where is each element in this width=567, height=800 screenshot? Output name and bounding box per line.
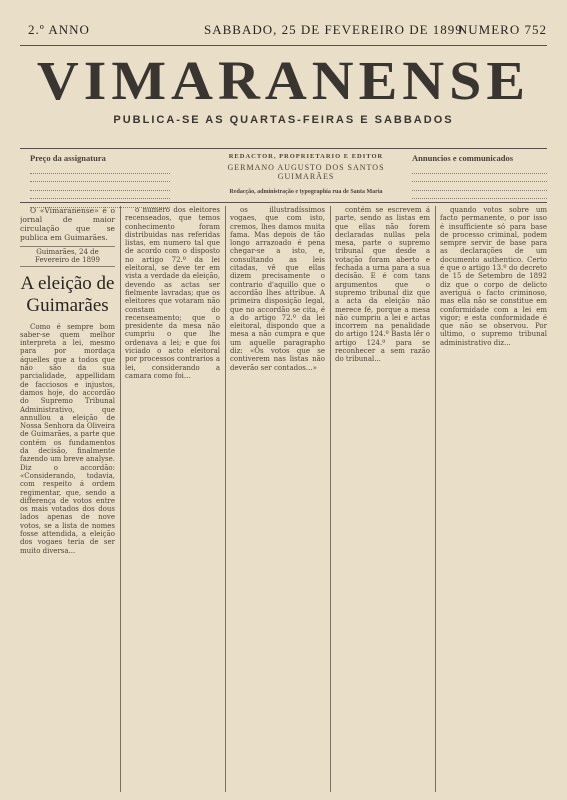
- editor-heading: REDACTOR, PROPRIETARIO E EDITOR: [228, 153, 384, 160]
- article-headline: A eleição de Guimarães: [20, 272, 115, 316]
- newspaper-title: VIMARANENSE: [36, 49, 531, 112]
- info-rule-bottom: [20, 202, 547, 203]
- ads-block: [412, 153, 547, 200]
- header-line: [28, 22, 547, 44]
- article-text: contém se escrevem á parte, sendo as listas em que ellas não forem declaradas nullas pela mesa, parte o supremo tribunal que desde a votação foram aberto e fechada a urna para a sua decisão. E é com tans argumentos que o supremo tribunal diz que a acta da eleição não merece fé, porque a mesa não cumpriu a lei e actas incorrem na penalidade do artigo 124.º Basta lêr o artigo 124.º para se reconhecer a sem razão do tribunal...: [335, 206, 430, 364]
- editor-block: [210, 153, 402, 195]
- header-rule: [20, 45, 547, 46]
- column-5: [440, 206, 547, 792]
- lead-paragraph: O «Vimaranense» é o jornal de maior circulação que se publica em Guimarães.: [20, 206, 115, 242]
- ads-line: [412, 175, 547, 183]
- price-line: [30, 166, 170, 174]
- article-text: o numero dos eleitores recenseados, que temos conhecimento foram distribuidas nas referidas listas, em numero tal que de acordo com o disposto no artigo 72.º da lei eleitoral, se deve ter em vista a verdade da eleição, devendo as actas ser fielmente lavradas; que os eleitores que votaram não constam do recenseamento; que o presidente da mesa não cumpriu o que lhe ordenava a lei; e que foi viciado o acto eleitoral por processos contrarios a lei, considerando a camara como foi...: [125, 206, 220, 380]
- column-3: [230, 206, 325, 792]
- price-line: [30, 175, 170, 183]
- editor-name: GERMANO AUGUSTO DOS SANTOS GUIMARÃES: [227, 163, 385, 181]
- ads-line: [412, 183, 547, 191]
- issue-date: SABBADO, 25 DE FEVEREIRO DE 1899: [204, 22, 463, 37]
- info-rule-top: [20, 148, 547, 149]
- info-band: [20, 153, 547, 201]
- text-columns: [20, 206, 547, 792]
- newspaper-subtitle: PUBLICA-SE AS QUARTAS-FEIRAS E SABBADOS: [113, 114, 454, 126]
- column-2: [125, 206, 220, 792]
- price-heading: Preço da assignatura: [30, 153, 106, 163]
- column-divider: [225, 206, 226, 792]
- price-line: [30, 183, 170, 191]
- column-1: [20, 206, 115, 792]
- column-4: [335, 206, 430, 792]
- column-divider: [435, 206, 436, 792]
- ads-heading: Annuncios e communicados: [412, 153, 514, 163]
- article-text: os illustradíssimos vogaes, que com isto, cremos, lhes damos muita fama. Mas depois de tão longo arrazoado é pena chegar-se a isto, e, consultando as leis citadas, vê que ellas dizem precisamente o contrario d'aquillo que o accordão lhes attribue. A primeira disposição legal, que no accordão se cita, é a do artigo 72.º da lei eleitoral, dispondo que a mesa a não cumpra e que um aquelle paragrapho diz: «Os votos que se contiverem nas listas não deverão ser contados...»: [230, 206, 325, 372]
- article-text: quando votos sobre um facto permanente, o por isso é insufficiente só para base de processo criminal, podem sempre servir de base para as declarações de um documento authentico. Certo é que o artigo 13.º do decreto de 15 de Setembro de 1892 diz que o corpo de delicto averiguá o facto criminoso, mas ella não se constitue em conformidade com a lei em vigor; e esta conformidade é que não se observou. Por ultimo, o supremo tribunal administrativo diz...: [440, 206, 547, 347]
- masthead: [0, 50, 567, 126]
- article-text: Como é sempre bom saber-se quem melhor interpreta a lei, mesmo para por mordaça áquelles que a todos que não são da sua parcialidade, appellidam de facciosos e injustos, damos hoje, do accordão do Supremo Tribunal Administrativo, que annullou a eleição de Nossa Senhora da Oliveira de Guimarães, a parte que contém os fundamentos da decisão, finalmente fazendo um breve analyse. Diz o accordão: «Considerando, todavia, com respeito á ordem regimentar, que, sendo a differença de votos entre os mais votados dos dous lados apenas de nove votos, se a lista de nomes fosse attendida, a eleição dos vogaes teria de ser muito diversa...: [20, 322, 115, 555]
- ads-line: [412, 166, 547, 174]
- editor-address: Redacção, administração e typographia rua de Santa Maria: [229, 189, 383, 195]
- ads-line: [412, 192, 547, 200]
- column-divider: [120, 206, 121, 792]
- year-label: 2.º ANNO: [28, 22, 90, 37]
- dateline: Guimarães, 24 de Fevereiro de 1899: [20, 246, 115, 267]
- issue-number: NUMERO 752: [457, 22, 547, 37]
- price-line: [30, 192, 170, 200]
- column-divider: [330, 206, 331, 792]
- price-block: [30, 153, 190, 209]
